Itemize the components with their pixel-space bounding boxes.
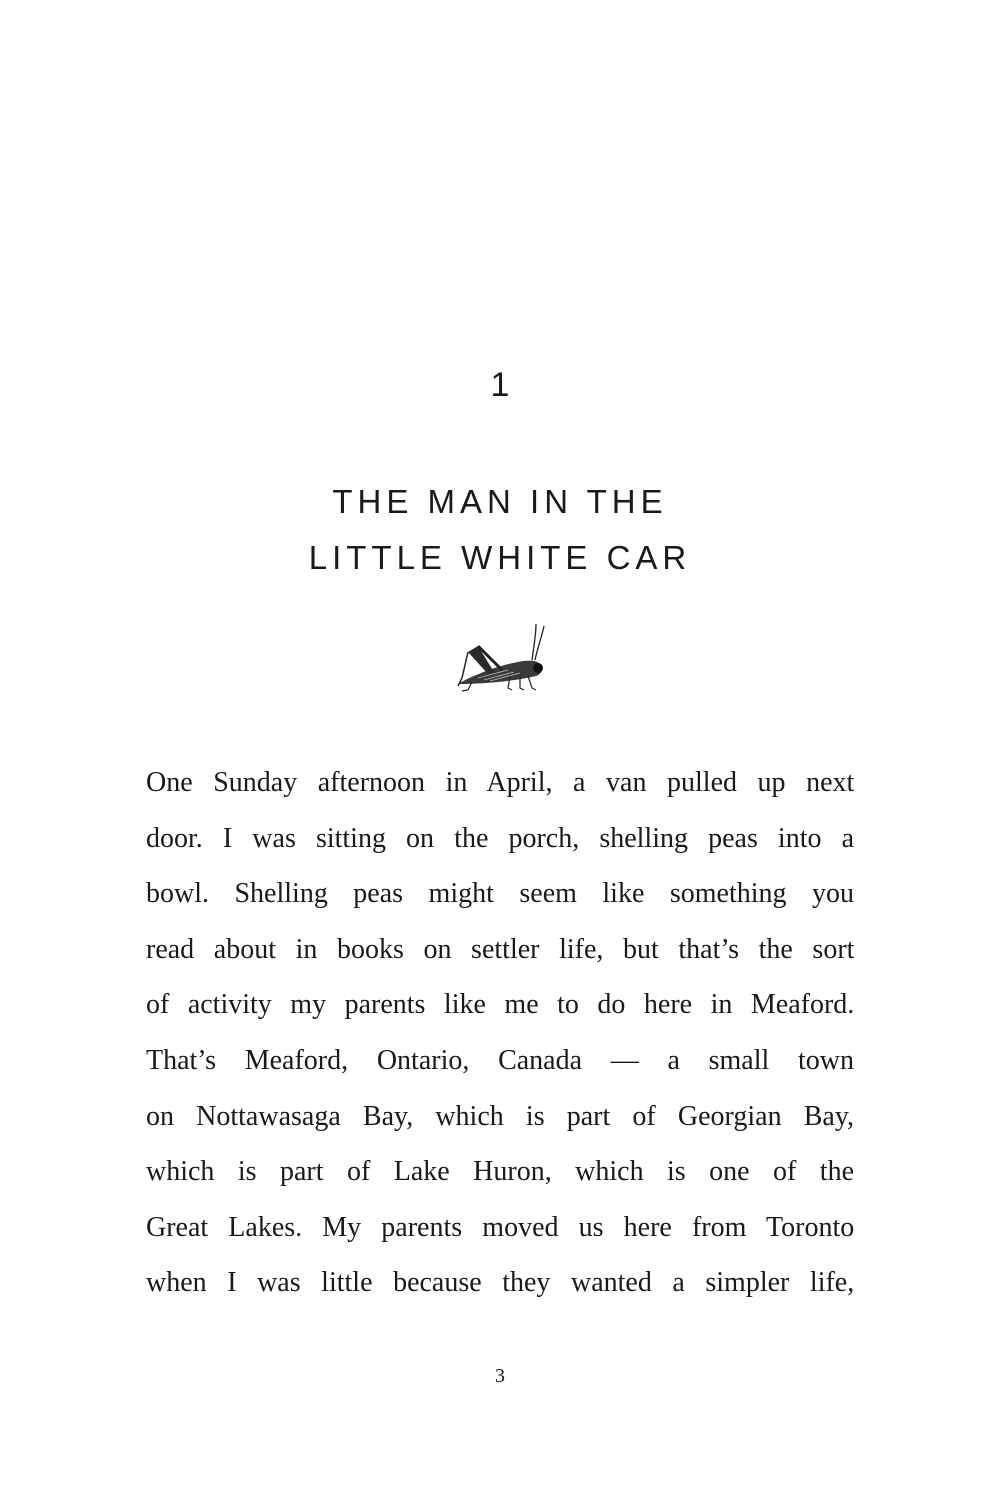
chapter-number: 1	[490, 366, 510, 404]
chapter-title-line: LITTLE WHITE CAR	[308, 539, 692, 576]
chapter-title-line: THE MAN IN THE	[332, 483, 668, 520]
text-line: when I was little because they wanted a simpler life,	[146, 1267, 855, 1299]
page-number: 3	[495, 1365, 505, 1387]
text-line: read about in books on settler life, but that’s the sort	[146, 933, 855, 965]
text-line: bowl. Shelling peas might seem like something you	[146, 878, 854, 910]
text-line: Great Lakes. My parents moved us here from Toronto	[146, 1211, 855, 1243]
text-line: on Nottawasaga Bay, which is part of Georgian Bay,	[146, 1100, 854, 1132]
text-line: of activity my parents like me to do here in Meaford.	[146, 989, 855, 1021]
text-line: One Sunday afternoon in April, a van pulled up next	[146, 767, 855, 798]
text-line: door. I was sitting on the porch, shelling peas into a	[146, 822, 855, 854]
grasshopper-icon	[448, 618, 552, 698]
text-line: That’s Meaford, Ontario, Canada — a small town	[146, 1044, 854, 1076]
chapter-title	[0, 474, 1000, 586]
text-line: which is part of Lake Huron, which is one of the	[146, 1156, 854, 1188]
body-paragraph	[146, 755, 854, 1311]
